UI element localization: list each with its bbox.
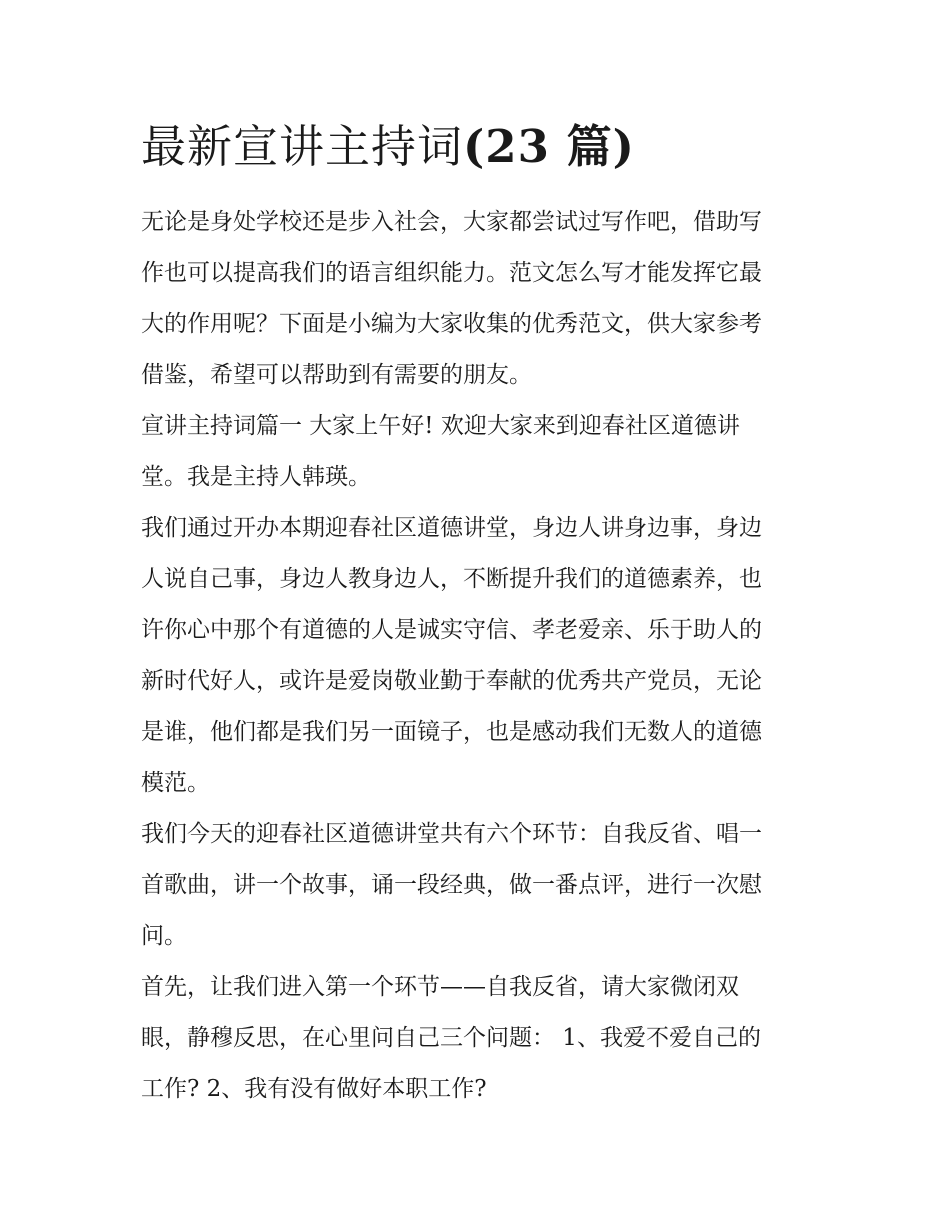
text-line: 作也可以提高我们的语言组织能力。范文怎么写才能发挥它最 [141,260,762,286]
text-line: 问。 [141,923,187,949]
text-line: 大的作用呢？下面是小编为大家收集的优秀范文，供大家参考 [141,311,762,337]
paragraph-purpose [141,503,816,809]
text-line: 模范。 [141,770,210,796]
text-line: 我们今天的迎春社区道德讲堂共有六个环节：自我反省、唱一 [141,821,762,847]
document-title [141,116,635,178]
text-line: 宣讲主持词篇一 大家上午好! 欢迎大家来到迎春社区道德讲 [141,413,740,439]
text-line: 首先，让我们进入第一个环节——自我反省，请大家微闭双 [141,974,739,1000]
text-line: 新时代好人，或许是爱岗敬业勤于奉献的优秀共产党员，无论 [141,668,762,694]
text-line: 人说自己事，身边人教身边人，不断提升我们的道德素养，也 [141,566,762,592]
paragraph-greeting [141,401,816,503]
text-line: 工作? 2、我有没有做好本职工作? [141,1076,487,1102]
text-line: 堂。我是主持人韩瑛。 [141,464,371,490]
text-line: 借鉴，希望可以帮助到有需要的朋友。 [141,362,532,388]
paragraph-first-session [141,962,816,1115]
paragraph-agenda [141,809,816,962]
paragraph-intro [141,197,816,401]
text-line: 眼，静穆反思，在心里问自己三个问题： 1、我爱不爱自己的 [141,1025,761,1051]
text-line: 无论是身处学校还是步入社会，大家都尝试过写作吧，借助写 [141,209,762,235]
document-body [141,197,816,1115]
title-main: 最新宣讲主持词 [141,120,464,173]
text-line: 我们通过开办本期迎春社区道德讲堂，身边人讲身边事，身边 [141,515,762,541]
text-line: 许你心中那个有道德的人是诚实守信、孝老爱亲、乐于助人的 [141,617,762,643]
text-line: 首歌曲，讲一个故事，诵一段经典，做一番点评，进行一次慰 [141,872,762,898]
text-line: 是谁，他们都是我们另一面镜子，也是感动我们无数人的道德 [141,719,762,745]
title-count: (23 篇) [463,120,635,173]
